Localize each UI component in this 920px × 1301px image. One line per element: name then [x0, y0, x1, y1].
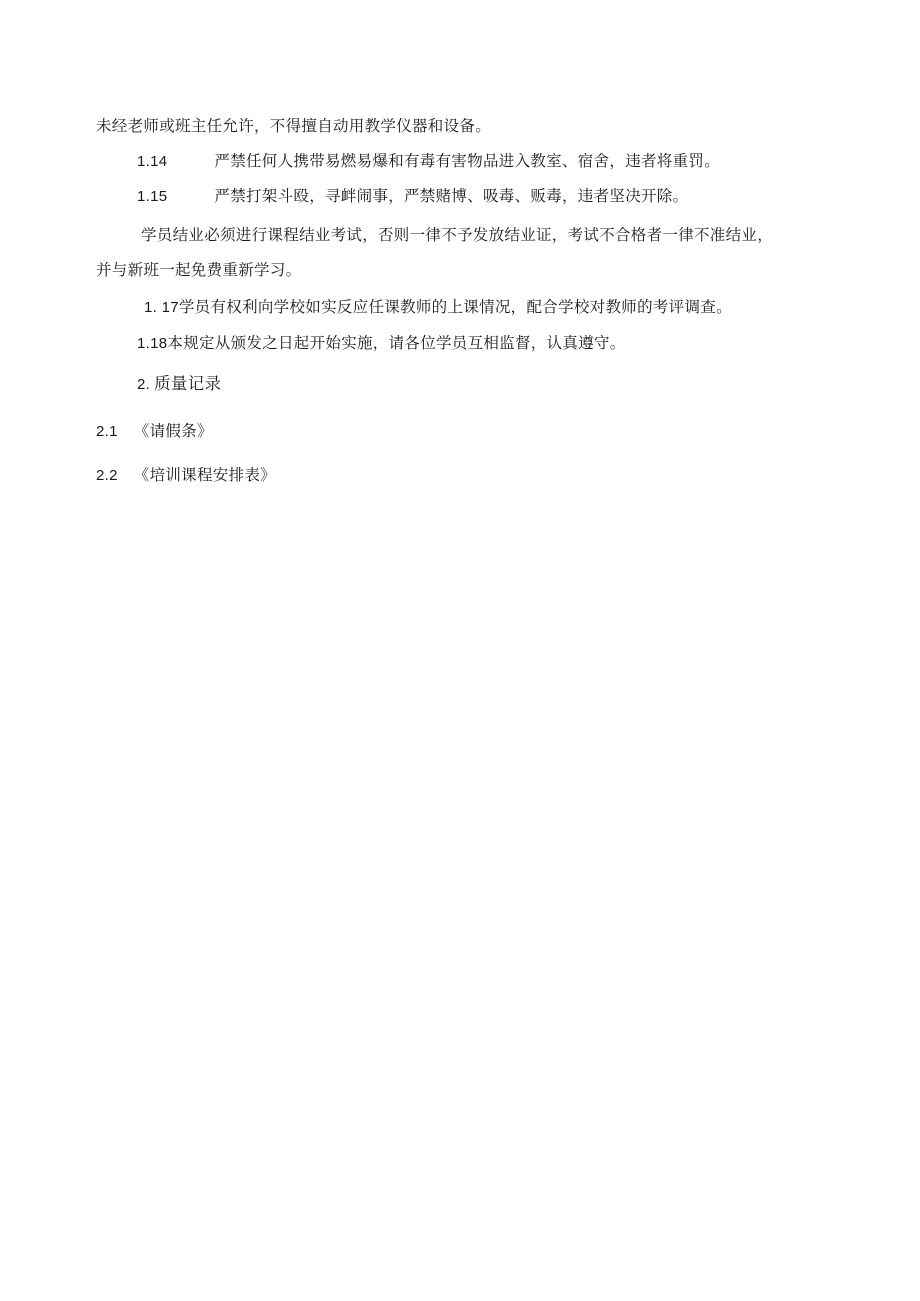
- rule-text: 本规定从颁发之日起开始实施，请各位学员互相监督，认真遵守。: [167, 334, 626, 352]
- record-title: 《请假条》: [133, 422, 213, 440]
- record-item-2-1: [96, 421, 213, 442]
- rule-1-16-line-1: [141, 225, 773, 245]
- rule-text: 严禁任何人携带易燃易爆和有毒有害物品进入教室、宿舍，违者将重罚。: [214, 152, 721, 170]
- section-title: 质量记录: [154, 374, 222, 393]
- rule-number: 1.15: [137, 188, 168, 205]
- record-number: 2.1: [96, 423, 118, 440]
- section-2-heading: [137, 374, 221, 395]
- rule-text: 学员结业必须进行课程结业考试，否则一律不予发放结业证，考试不合格者一律不准结业，: [141, 226, 774, 244]
- rule-text: 严禁打架斗殴，寻衅闹事，严禁赌博、吸毒、贩毒，违者坚决开除。: [214, 187, 689, 205]
- rule-text: 并与新班一起免费重新学习。: [96, 261, 302, 279]
- record-item-2-2: [96, 465, 276, 486]
- rule-text: 学员有权利向学校如实反应任课教师的上课情况，配合学校对教师的考评调查。: [178, 298, 732, 316]
- rule-number: 1. 17: [144, 299, 179, 316]
- rule-1-14: [137, 151, 720, 172]
- rule-1-15: [137, 186, 688, 207]
- rule-text: 未经老师或班主任允许，不得擅自动用教学仪器和设备。: [96, 117, 492, 135]
- section-number: 2.: [137, 376, 151, 393]
- rule-number: 1.18: [137, 335, 168, 352]
- rule-1-16-line-2: [96, 260, 301, 280]
- rule-1-17: [144, 297, 732, 318]
- rule-number: 1.14: [137, 153, 168, 170]
- record-title: 《培训课程安排表》: [133, 466, 276, 484]
- record-number: 2.2: [96, 467, 118, 484]
- rule-continuation-line: [96, 116, 491, 136]
- rule-1-18: [137, 333, 626, 354]
